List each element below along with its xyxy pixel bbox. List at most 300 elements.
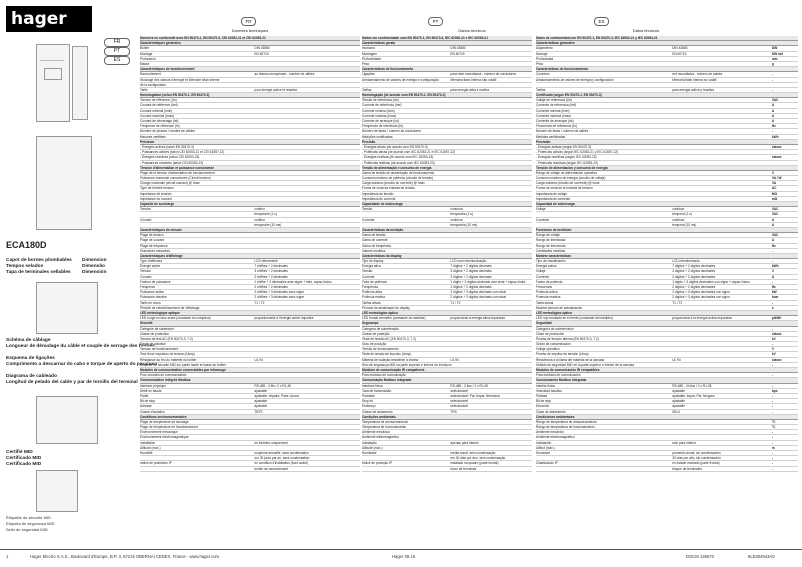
spec-key: Categoria de sobretensão [362,326,399,331]
spec-value [254,342,360,346]
spec-key: Sécurité [140,321,153,326]
device-dimension-drawing [36,136,92,230]
spec-key: - Énergies actives (selon EN 50470-3) [140,144,194,149]
spec-key: Capacité de surcharge [140,202,175,206]
spec-key: Consumo máximo de energía (circuito de voltaje) [536,176,606,181]
spec-unit: V [771,170,774,175]
spec-unit: classe [771,357,782,362]
spec-key: Charge maximale (circuit courant) @ Imax [140,181,200,186]
spec-value [254,425,360,429]
spec-unit: VAC [771,233,779,238]
spec-column-pt [362,36,532,556]
spec-key: Puissance active [140,290,164,295]
spec-key: Peso [536,61,544,66]
spec-value [672,244,772,248]
spec-unit: - [771,87,773,92]
spec-key: Paridade [362,393,375,398]
spec-value [254,171,360,175]
spec-key: Modules de communication connectables par infrarouge [140,368,226,372]
spec-unit: - [771,451,773,455]
spec-value: 30 días por año, sin condensación [672,456,721,461]
spec-row [536,467,798,472]
spec-key: Corriente [536,217,550,222]
spec-value: pour énergie active et réactive [254,87,298,92]
spec-value [672,446,772,450]
label-terminal-cover-fr: Capot de bornes plombables [6,258,72,263]
spec-unit: - [771,279,773,284]
spec-unit: - [771,404,773,409]
spec-key: Corriente [536,274,550,279]
spec-key: - Potências reativas (de acordo com IEC 62053-23) [362,160,435,165]
spec-key: Catégorie de surtension [140,326,174,331]
spec-value: selecionável [450,388,468,393]
spec-value: ajustable [254,404,268,409]
spec-value [672,150,772,154]
spec-value: Memória flash interna não volátil [450,77,497,82]
spec-key: Tarifas [362,87,372,92]
spec-unit: kW [771,290,777,295]
spec-value: contínua [450,217,463,222]
spec-value: en estado montado (parte frontal) [672,461,720,466]
spec-key: Parité [140,393,149,398]
spec-value [254,238,360,242]
spec-key: Conditions environnementales [140,414,187,419]
spec-key: Frequência de referência (fn) [362,124,404,129]
spec-value: sur 30 jours par an, sans condensation [254,456,310,461]
spec-value: proportionnelle à l'énergie active importée [254,316,314,321]
spec-key [362,467,450,471]
spec-key: - Potencias reactivas (según IEC 62053-23) [536,160,598,165]
spec-key: Corrente de referência (Iref) [362,103,402,108]
spec-value [672,435,772,439]
spec-key: Corriente de arranque (Ist) [536,119,574,123]
spec-value [450,98,532,102]
spec-value: temporaire (10 ms) [254,222,282,227]
spec-key [536,212,672,216]
spec-unit: - [771,383,773,388]
spec-value [254,430,360,434]
spec-value: boîtier de raccordement [254,466,289,471]
side-lang-fr [104,38,130,47]
spec-key: Profundidade [362,56,381,61]
spec-value: 2 dígitos + 3 dígitos decimais com sinal [450,295,506,300]
spec-key: Humedad [536,451,550,455]
spec-unit: - [771,362,773,367]
spec-unit: MΩ [771,191,778,196]
spec-value [672,306,772,310]
spec-unit: - [771,300,773,305]
mid-seal-illustration [36,470,78,512]
spec-key: Adresse [140,404,152,409]
terminal-cover-drawing [36,282,98,334]
spec-key: Tarifs [140,87,148,92]
spec-key: Índice de proteção IP [362,461,393,466]
spec-value [450,109,532,113]
spec-key: Étiquette de sécurité MID sur partie haute et basse du boîtier [140,362,226,367]
spec-value: T1 / T2 [672,300,683,305]
spec-key: Gama de tensão [362,233,386,238]
spec-key: Raccordement [140,72,161,77]
spec-value: 2 dígitos + 3 dígitos decimales con signo [672,290,730,295]
spec-value [254,150,360,154]
spec-value: contínua [450,207,463,212]
spec-value [672,233,772,237]
spec-value: LCD rétroéclairé [254,259,278,264]
spec-key: Taxa de transmissão [362,388,392,393]
spec-key: Clase de protección [536,331,565,336]
spec-value: instalado na quadro (parte frontal) [450,461,499,466]
spec-value [254,337,360,341]
spec-value: en intérieur uniquement [254,440,288,445]
spec-key: - Puissances actives (selon CEI 62053-21 et CEI 61557-12) [140,150,225,155]
spec-value: continu [254,207,265,212]
spec-value [450,155,532,159]
spec-key: Rango de temperatura de funcionamiento [536,425,595,430]
lang-badge-pt [428,17,443,26]
spec-value [672,430,772,434]
spec-key: Rango de temperatura de almacenamiento [536,419,597,424]
footer-company: Hager Electro S.A.S., Boulevard d'Europe, B.P. 3, 67215 OBERNAI CEDEX, France - www.hager.com [30,554,220,559]
spec-key: Voltaje de referencia (Un) [536,98,573,103]
spec-unit: - [771,456,773,461]
spec-key: Tensão de funcionamento [362,347,399,352]
spec-key: Capacidad de sobrecarga [536,202,575,206]
spec-key: Sellado de seguridad MID en la parte superior e inferior de la carcasa [536,362,635,367]
spec-value [254,363,360,367]
spec-value [254,233,360,237]
label-dimension-fr: Dimension [82,258,107,263]
hager-logo [6,6,92,32]
spec-value [450,332,532,336]
spec-value: temporal (10 ms) [672,222,697,227]
side-lang-label: PT [113,48,121,54]
spec-key: Tensão de alimentação e consumo de energia [362,165,432,170]
spec-value [450,233,532,237]
spec-unit: classe [771,144,782,149]
spec-key: Rango de frecuencia [536,243,566,248]
spec-key: Tipo de visualización [536,259,566,264]
spec-value [254,332,360,336]
spec-value [254,114,360,118]
spec-key: Características de funcionamiento [536,67,589,72]
spec-key: Instalación [536,440,552,445]
spec-value [672,186,772,190]
spec-key: Fator de potência [362,279,387,284]
spec-value [254,249,360,253]
spec-key: Clasificación IP [536,461,558,466]
spec-unit: - [771,399,773,404]
spec-key: Corrente mínima (Imin) [362,108,395,113]
spec-key: Données en conformité avec EN 50470-1, EN 50470-3, CEI 62052-21 et CEI 62053-21 [140,36,266,40]
spec-key: Prueba de impulso de tensión (Uimp) [536,352,589,357]
spec-key: Tipo de display [362,259,384,264]
spec-value: ajustable [254,388,268,393]
spec-value [450,145,532,149]
spec-key: Alojamiento [536,46,553,51]
spec-key: Installation [140,440,156,445]
label-terminal-cover-pt: Tempos selados [6,264,44,269]
spec-key: Ligações [362,72,375,77]
spec-unit: °C [771,425,776,430]
spec-value [450,425,532,429]
spec-key: Altitude (max.) [140,445,161,450]
label-strip-es: Longitud de pelado del cable y par de tornillo del terminal [6,380,138,385]
spec-unit: - [771,435,773,440]
spec-key: Corrente [362,274,375,279]
spec-value: EN 60715 [672,51,687,56]
spec-key: Fréquence de référence (fn) [140,124,180,129]
spec-key: Tarifas [536,87,546,92]
spec-key: Facteur de puissance [140,279,171,284]
spec-key: Paridad [536,393,547,398]
spec-key: Corrente de arranque (Ist) [362,119,399,123]
spec-value [450,83,532,87]
spec-value: selecionável [450,404,468,409]
spec-key [362,83,450,87]
spec-key [362,212,450,216]
spec-key: Material de isolação resistente à chama [362,357,419,362]
spec-value [672,155,772,159]
spec-value [450,337,532,341]
spec-unit: classe [771,155,782,160]
spec-key: Communication intégrée Modbus [140,378,191,383]
device-lcd [44,68,62,80]
spec-value: TRS [450,409,457,414]
spec-key: Número de fases / número de condutores [362,129,421,134]
spec-value: LCD com retroiluminação [450,259,487,264]
spec-unit [772,161,798,165]
spec-key: Rango de voltaje de alimentación operativo [536,170,598,175]
spec-value [254,155,360,159]
spec-unit: V [771,269,774,274]
label-seal-es: Sello de seguridad MID [6,527,48,532]
spec-value: continuo [672,207,685,212]
label-seal-pt: Etiqueta de segurança MID [6,521,55,526]
spec-key: Masse [140,61,150,66]
product-model: ECA180D [6,240,47,250]
spec-key: Resistencia a la llama del material de la carcasa [536,357,605,362]
spec-value [672,192,772,196]
spec-key: LED rojo montado en el frente (constante del medidor) [536,316,613,321]
spec-value [672,83,772,87]
spec-unit [772,83,798,87]
spec-unit: A [771,113,775,118]
label-wiring-pt: Esquema de ligações [6,356,55,361]
spec-unit: - [771,72,773,77]
label-terminal-cover-es: Tapa de terminales sellables [6,270,71,275]
spec-row [140,467,360,472]
lang-badge-label: FR [245,19,252,24]
spec-key: Corriente mínima (Imin) [536,108,570,113]
spec-key: Armazenamento de valores de energia e configuração [362,77,439,82]
spec-key: Altitud (máx.) [536,445,555,450]
spec-unit: A [771,238,775,243]
spec-value [450,176,532,180]
spec-key: Profondeur [140,56,156,61]
spec-key: Número de fases / número de cables [536,129,589,134]
spec-key: Rango de intensidad [536,238,566,243]
spec-unit: p/kWh [771,316,782,321]
spec-key: Peso [362,61,370,66]
spec-key [362,456,450,460]
column-title-fr: Données techniques [231,28,269,33]
spec-value [254,129,360,133]
label-mid-es: Certificado MID [6,462,42,467]
spec-key: Tension de référence (Un) [140,98,177,103]
spec-value [450,446,532,450]
spec-key: Certificado (según EN 50470-1, EN 50470-3) [536,93,602,98]
spec-value [672,352,772,356]
spec-key: Para módulos de comunicação [362,373,406,378]
spec-key: Período de atualização do display [362,305,410,310]
spec-key: Impédance de tension [140,191,172,196]
side-lang-es [104,56,130,65]
label-strip-fr: Longueur de dénudage du câble et couple de serrage des bornes [6,344,155,349]
spec-key: Tarifas ativas [362,300,381,305]
spec-value: para energia ativa e reativa [450,87,490,92]
spec-key [536,456,672,460]
spec-value: red monofásica - número de cables [672,72,723,77]
spec-unit: - [771,248,773,253]
page-number: 1 [6,554,9,559]
spec-value: 2 chiffres + 3 décimales avec signe [254,290,305,295]
spec-key: Velocidad baudios [536,388,562,393]
spec-key: Funciones de medición [536,227,572,232]
spec-key: Consumo máximo de potência (circuito de tensão) [362,176,434,181]
spec-key: Endereço [362,404,376,409]
spec-value: LCD retroiluminado [672,259,700,264]
spec-key: Teste de tensão de impulso (Uimp) [362,352,412,357]
spec-unit: bps [771,388,778,393]
spec-unit: - [771,466,773,471]
spec-key: Frequência [362,285,378,289]
spec-key: Energia ativa [362,264,381,269]
spec-key: Puissance réactive [140,295,167,300]
spec-unit: A [771,222,775,227]
spec-value [254,186,360,190]
spec-key: Gama de frequência [362,243,391,248]
spec-value: ajustable: Impar, Par, Ninguno [672,393,715,398]
spec-key: Características da medição [362,227,404,232]
spec-value: proporcional à energia ativa importada [450,316,505,321]
spec-value: 3 dígitos + 2 dígitos decimales [672,269,716,274]
spec-key [536,223,672,227]
spec-unit: kV [771,336,776,341]
spec-key: Fréquence [140,285,156,289]
spec-key: LED metrológico óptico [362,310,398,315]
spec-unit: mm [771,56,778,61]
spec-value [254,244,360,248]
label-wiring-es: Diagrama de cableado [6,374,57,379]
spec-value [672,161,772,165]
spec-value: temporária (10 ms) [450,222,478,227]
spec-unit: A [771,108,775,113]
spec-key: Datos de conformidad con EN 50470-1, EN 50470-3, IEC 62052-21 y IEC 62053-21 [536,36,658,40]
spec-value: 2 chiffres + 2 décimales [254,285,288,289]
spec-key: Forma de onda de la entrada de tensión [536,186,593,191]
spec-value [672,332,772,336]
spec-key: Energía activa [536,264,557,269]
spec-key: Seguridad [536,321,552,326]
spec-value: 7 dígitos + 2 dígitos decimales [672,264,716,269]
spec-key [140,467,254,471]
spec-value [672,98,772,102]
spec-key: Courant de référence (Iref) [140,103,178,108]
lang-badge-label: ES [598,19,605,24]
spec-value: temporal (1 s) [672,212,692,217]
device-line [40,60,64,61]
spec-unit: A [771,274,775,279]
spec-key: Características do display [362,253,402,258]
brand-text: hager [11,9,67,29]
spec-value: temporaire (1 s) [254,212,277,217]
spec-value [450,171,532,175]
spec-value: 7 chiffres + 2 décimales [254,264,288,269]
spec-value [672,420,772,424]
spec-value [254,62,360,66]
label-dimension-pt: Dimensão [82,264,105,269]
spec-value: em 30 dias por ano, sem condensação [450,456,506,461]
spec-value: RS-485 - 3 fios / 2 x RJ-45 [450,383,488,388]
spec-key: Humidité [140,451,153,455]
spec-key: Frecuencia [536,285,552,289]
spec-key: Nombre de phases / nombre de câbles [140,129,195,134]
spec-key: Corrente máxima (Imax) [362,113,397,118]
spec-key: Potencia reactiva [536,295,561,300]
spec-value [672,171,772,175]
spec-unit: - [771,393,773,398]
spec-value: para energía activa y reactiva [672,87,715,92]
spec-value [672,347,772,351]
spec-value: ajustable [672,404,685,409]
spec-value [450,129,532,133]
spec-key: Módulos de comunicación IR compatibles [536,368,600,372]
spec-key: Comunicación Modbus integrada [536,378,587,383]
spec-key: Résistance au feu du matériel du boîtier [140,357,197,362]
spec-key: Frecuencia de referencia (fn) [536,124,577,129]
spec-value [672,145,772,149]
spec-unit: VAC [771,212,779,217]
spec-value: 3 chiffres + 2 décimales [254,269,288,274]
spec-value: proporcional a la energía activa importada [672,316,732,321]
spec-key: Précision [140,139,155,144]
spec-unit: - [771,342,773,347]
spec-unit: kvar [771,295,779,300]
spec-value [672,373,772,377]
spec-unit: - [771,129,773,134]
spec-value: Memoria flash interna no volátil [672,77,717,82]
spec-key: Interface física [362,383,383,388]
spec-key: Módulos de comunicação IR compatíveis [362,368,425,372]
spec-key: Medidas certificadas [536,134,566,139]
spec-value [450,114,532,118]
spec-key: Type d'afficheur [140,259,163,264]
spec-row [362,467,532,472]
spec-value: SELV [672,409,681,414]
spec-key: Ambiente mecânico [362,430,390,435]
spec-value [254,446,360,450]
spec-value [254,192,360,196]
spec-key: Type de l'entrée tension [140,186,174,191]
spec-value: en condition d'installation (bord avant) [254,461,308,466]
spec-unit: °C [771,419,776,424]
spec-value [450,119,532,123]
spec-unit: kV [771,352,776,357]
spec-key: Tension de fonctionnement [140,347,179,352]
lang-badge-fr [241,17,256,26]
spec-key [536,83,672,87]
spec-value: selecionável: Par, Ímpar, Nenhuma [450,393,500,398]
